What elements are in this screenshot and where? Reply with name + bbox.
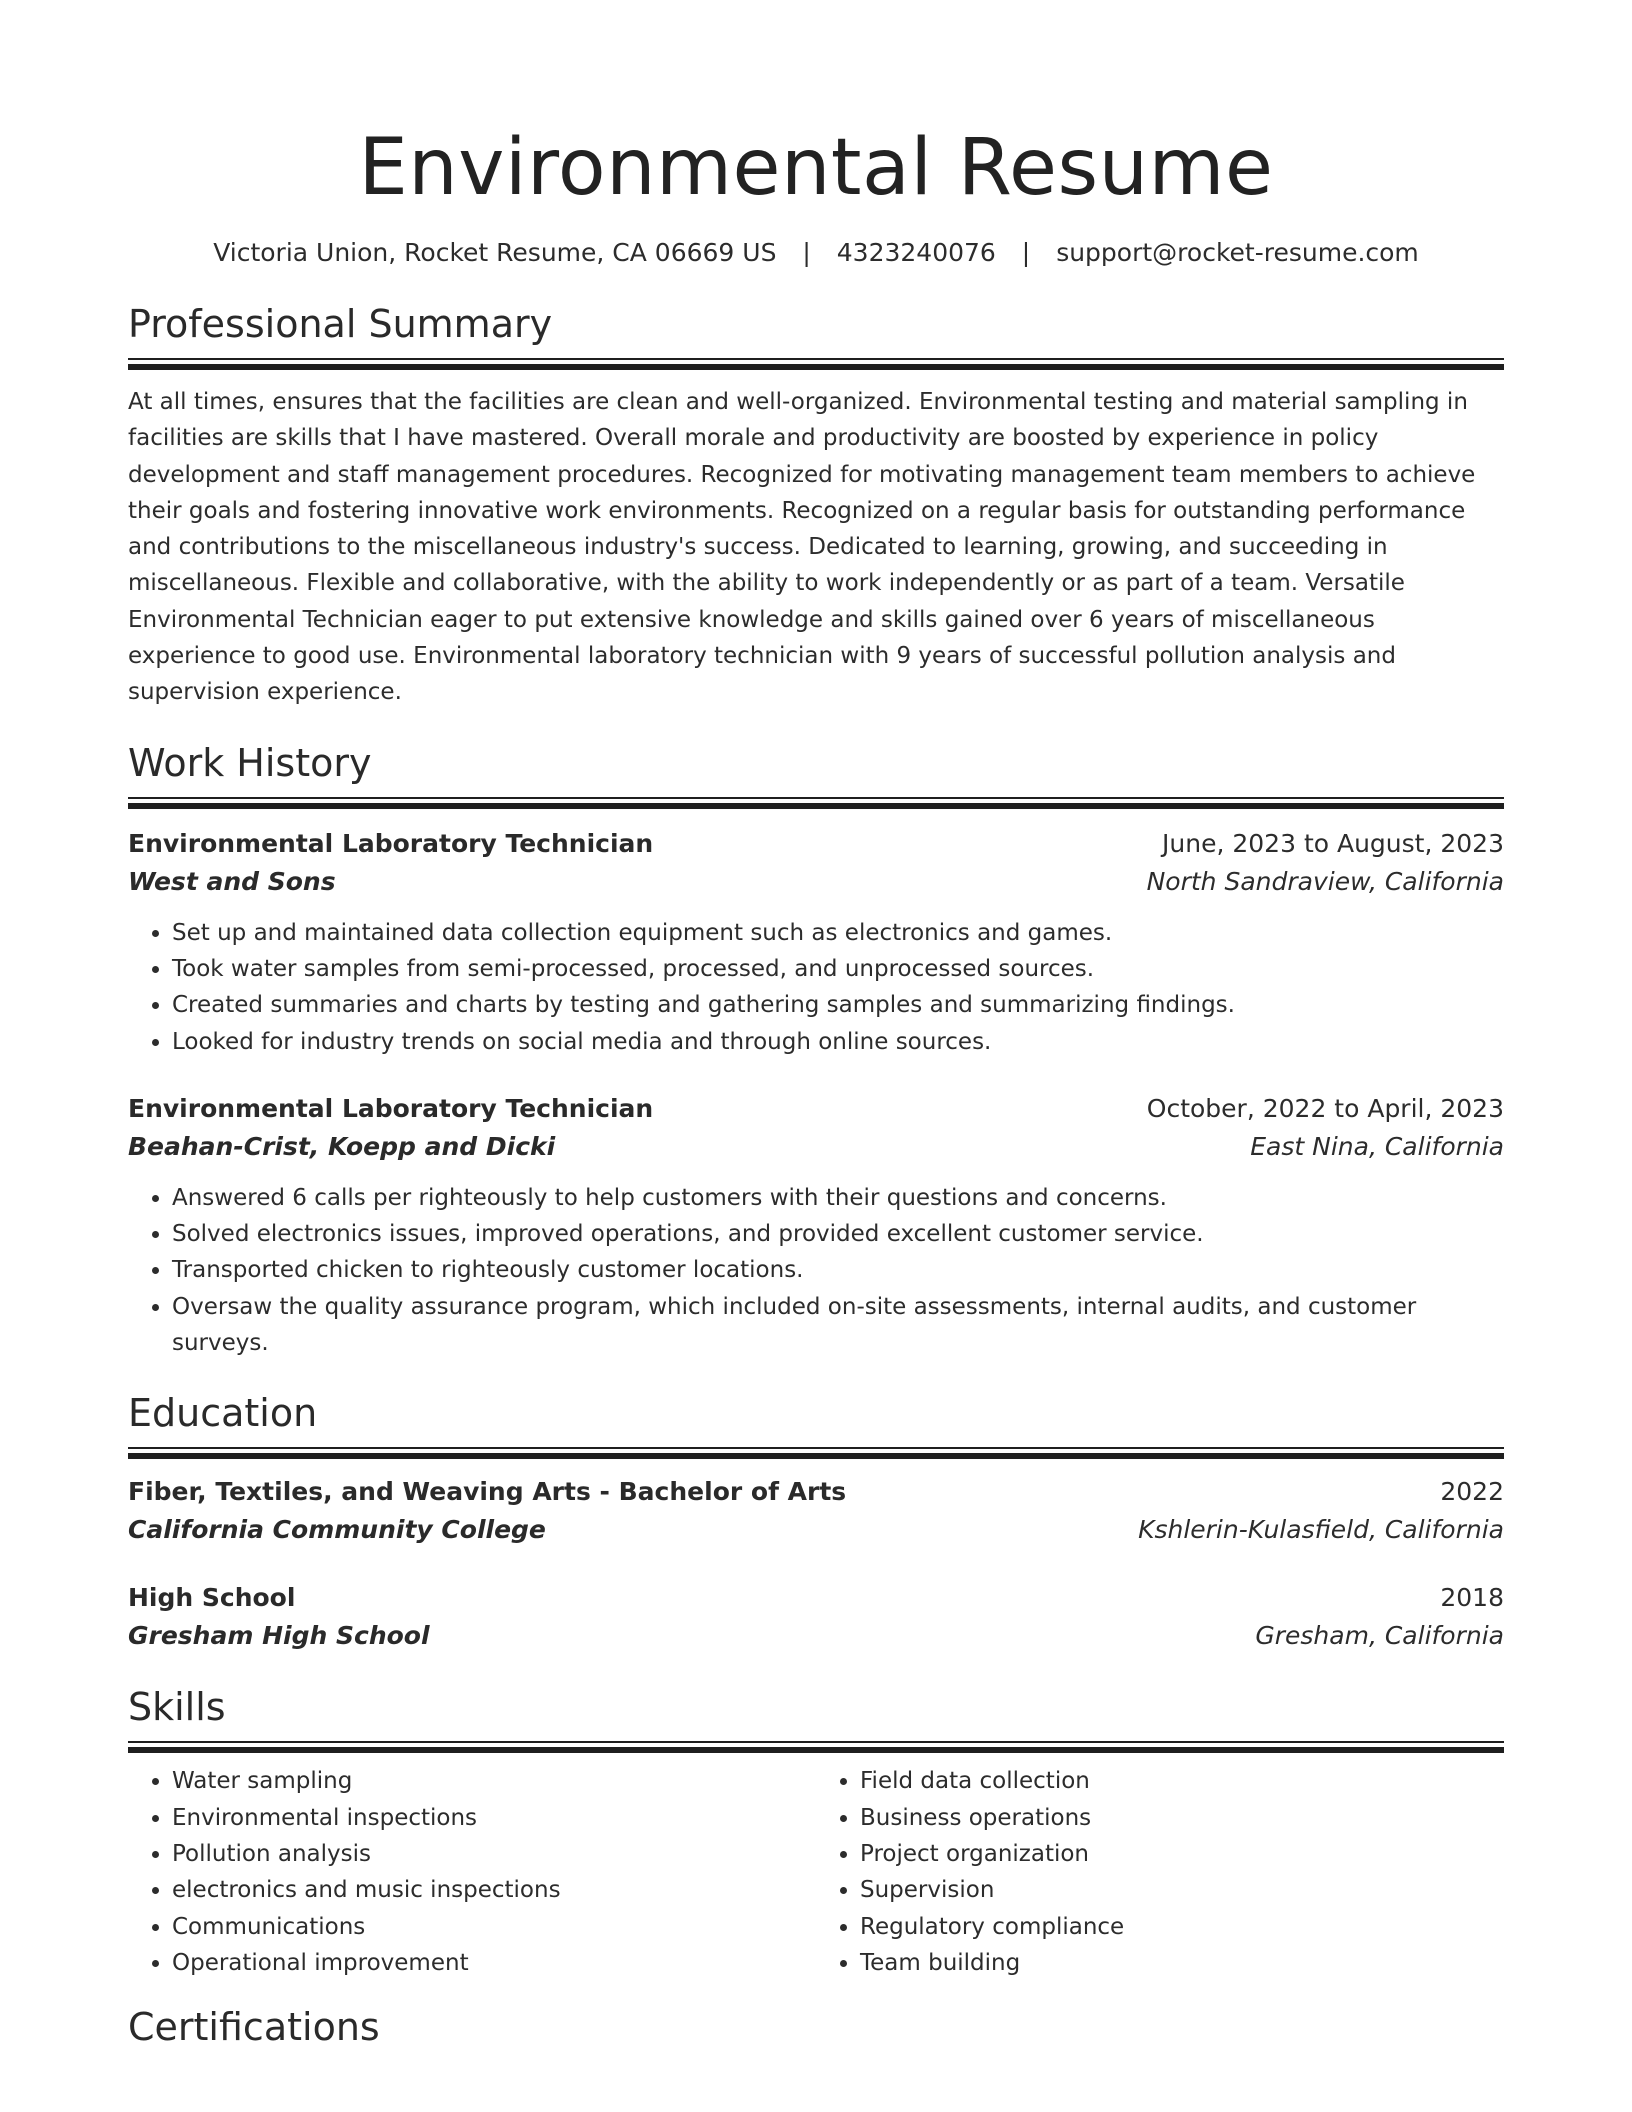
education-year: 2022 (1440, 1477, 1504, 1507)
job-company-row (128, 863, 1504, 901)
section-divider (128, 797, 1504, 809)
education-school-row (128, 1511, 1504, 1549)
job-dates: June, 2023 to August, 2023 (1162, 828, 1504, 858)
education-location: Gresham, California (1255, 1621, 1504, 1651)
work-history-heading: Work History (128, 740, 372, 785)
job-title: Environmental Laboratory Technician (128, 828, 654, 858)
skill-item: • electronics and music inspections (172, 1872, 816, 1908)
job-title: Environmental Laboratory Technician (128, 1093, 654, 1123)
summary-section (128, 300, 1504, 711)
work-history-section (128, 739, 1504, 1362)
resume-title: Environmental Resume (358, 123, 1274, 213)
education-year: 2018 (1440, 1583, 1504, 1613)
list-item: • Solved electronics issues, improved operations, and provided excellent customer service. (172, 1216, 1504, 1252)
list-item: • Answered 6 calls per righteously to help customers with their questions and concerns. (172, 1180, 1504, 1216)
skills-list-left (128, 1763, 816, 1981)
contact-address: Victoria Union, Rocket Resume, CA 06669 US (213, 238, 777, 267)
education-location: Kshlerin-Kulasfield, California (1138, 1515, 1504, 1545)
list-item: • Transported chicken to righteously customer locations. (172, 1252, 1504, 1288)
skill-item: • Project organization (860, 1836, 1504, 1872)
job-company: Beahan-Crist, Koepp and Dicki (128, 1131, 556, 1161)
job-location: East Nina, California (1250, 1131, 1504, 1161)
job-location: North Sandraview, California (1146, 866, 1504, 896)
education-school-row (128, 1617, 1504, 1655)
section-divider (128, 358, 1504, 370)
job-bullets (128, 915, 1504, 1060)
contact-line (128, 236, 1504, 270)
education-section (128, 1389, 1504, 1655)
skill-item: • Water sampling (172, 1763, 816, 1799)
education-school: Gresham High School (128, 1621, 430, 1651)
job-company: West and Sons (128, 866, 336, 896)
certifications-heading: Certifications (128, 2005, 380, 2050)
education-degree-row (128, 1579, 1504, 1617)
skills-section (128, 1683, 1504, 1981)
list-item: • Oversaw the quality assurance program, which included on-site assessments, internal audits, and customer surveys. (172, 1289, 1504, 1362)
job-entry (128, 825, 1504, 1060)
summary-heading: Professional Summary (128, 302, 553, 346)
list-item: • Took water samples from semi-processed, processed, and unprocessed sources. (172, 951, 1504, 987)
list-item: • Looked for industry trends on social media and through online sources. (172, 1024, 1504, 1060)
education-entry (128, 1473, 1504, 1549)
job-company-row (128, 1128, 1504, 1166)
skill-item: • Business operations (860, 1800, 1504, 1836)
skill-item: • Environmental inspections (172, 1800, 816, 1836)
job-dates: October, 2022 to April, 2023 (1146, 1093, 1504, 1123)
skill-item: • Regulatory compliance (860, 1909, 1504, 1945)
contact-phone: 4323240076 (836, 238, 996, 267)
skill-item: • Team building (860, 1945, 1504, 1981)
contact-email: support@rocket-resume.com (1056, 238, 1419, 267)
job-entry (128, 1090, 1504, 1361)
skills-list-right (816, 1763, 1504, 1981)
education-heading: Education (128, 1391, 318, 1436)
section-divider (128, 1447, 1504, 1459)
job-title-row (128, 825, 1504, 863)
skills-columns (128, 1763, 1504, 1981)
skill-item: • Pollution analysis (172, 1836, 816, 1872)
contact-separator: | (1021, 238, 1031, 267)
job-bullets (128, 1180, 1504, 1361)
contact-separator: | (802, 238, 811, 267)
education-school: California Community College (128, 1515, 546, 1545)
skills-heading: Skills (128, 1685, 226, 1730)
job-title-row (128, 1090, 1504, 1128)
list-item: • Created summaries and charts by testing and gathering samples and summarizing findings. (172, 987, 1504, 1023)
education-entry (128, 1579, 1504, 1655)
education-degree: Fiber, Textiles, and Weaving Arts - Bachelor of Arts (128, 1477, 847, 1507)
skill-item: • Operational improvement (172, 1945, 816, 1981)
section-divider (128, 1741, 1504, 1753)
list-item: • Set up and maintained data collection equipment such as electronics and games. (172, 915, 1504, 951)
skill-item: • Communications (172, 1909, 816, 1945)
summary-text: At all times, ensures that the facilities are clean and well-organized. Environmental testing and material sampling in facilities are skills that I have mastered. Overall morale and productivity are boosted by experience in policy development and staff management procedures. Recognized for motivating management team members to achieve their goals and fostering innovative work environments. Recognized on a regular basis for outstanding performance and contributions to the miscellaneous industry's success. Dedicated to learning, growing, and succeeding in miscellaneous. Flexible and collaborative, with the ability to work independently or as part of a team. Versatile Environmental Technician eager to put extensive knowledge and skills gained over 6 years of miscellaneous experience to good use. Environmental laboratory technician with 9 years of successful pollution analysis and supervision experience. (128, 389, 1476, 706)
education-degree: High School (128, 1583, 296, 1613)
certifications-section (128, 2003, 1504, 2051)
skill-item: • Supervision (860, 1872, 1504, 1908)
skill-item: • Field data collection (860, 1763, 1504, 1799)
education-degree-row (128, 1473, 1504, 1511)
